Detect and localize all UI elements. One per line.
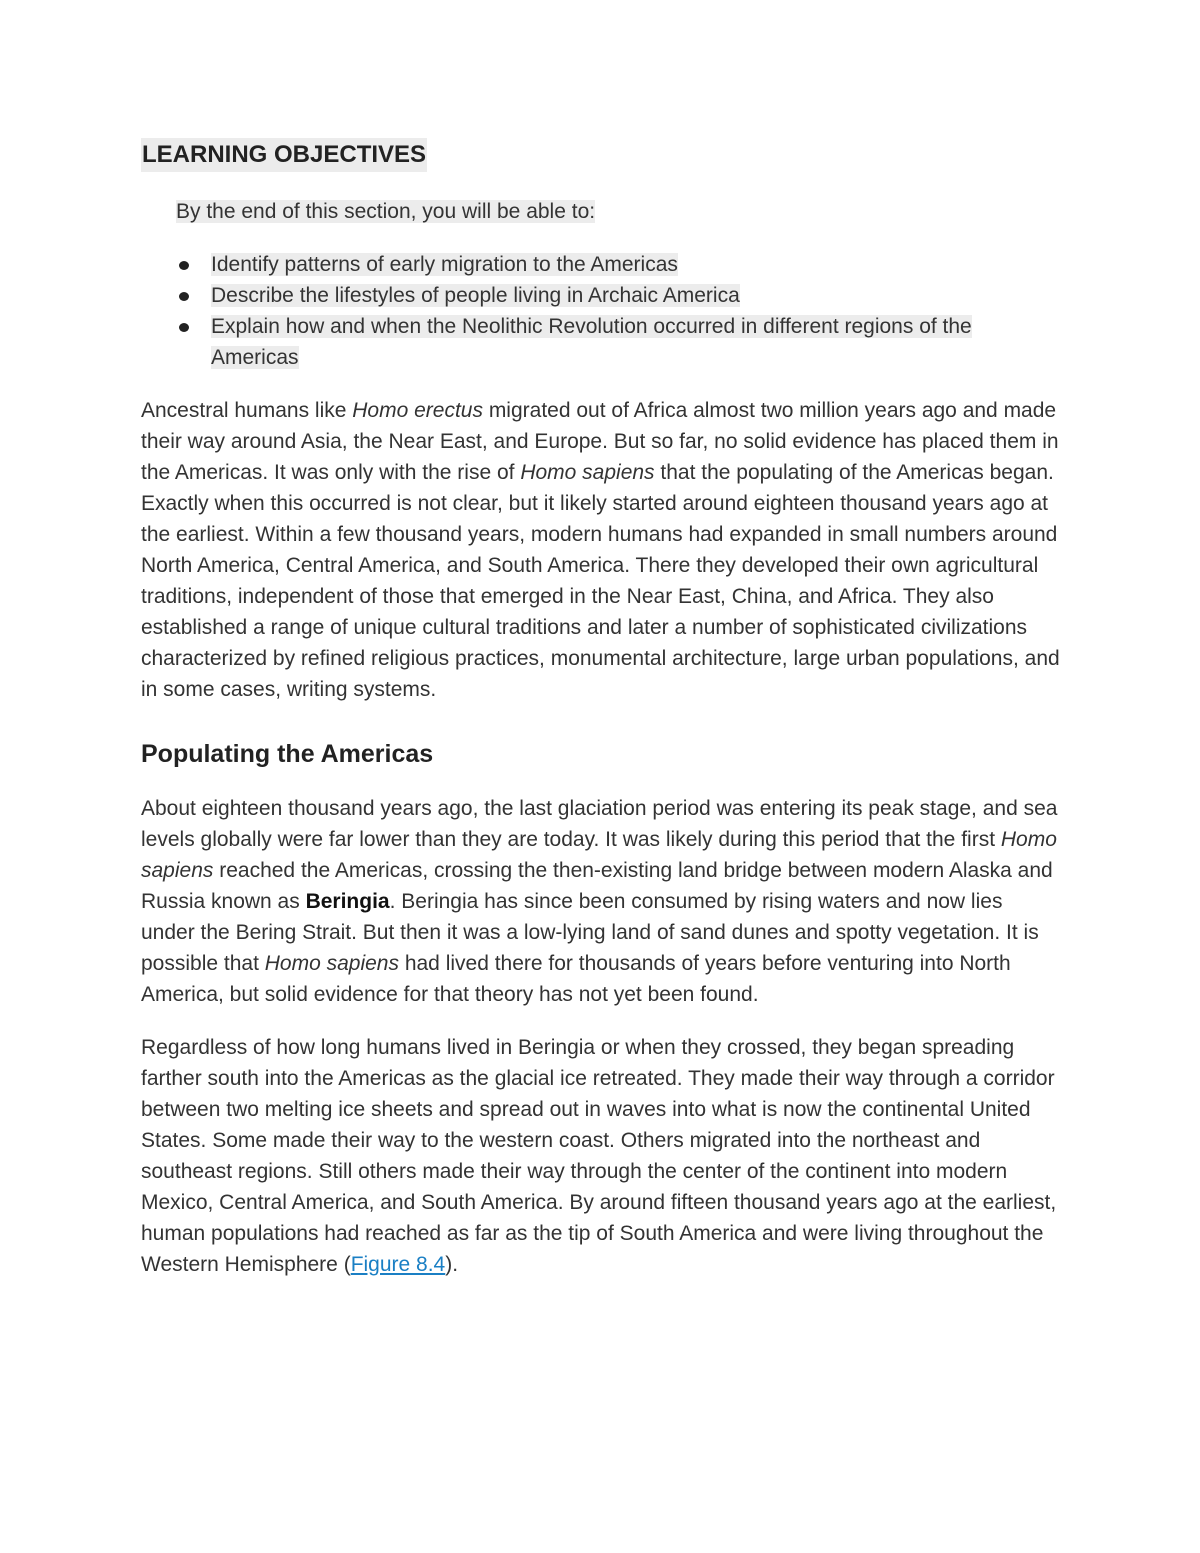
bullet-icon <box>179 261 189 270</box>
section-paragraph: About eighteen thousand years ago, the last glaciation period was entering its peak stage, and sea levels globally were far lower than they are today. It was likely during this period that the first Homo sapiens reached the Americas, crossing the then-existing land bridge between modern Alaska and Russia known as Beringia. Beringia has since been consumed by rising waters and now lies under the Bering Strait. But then it was a low-lying land of sand dunes and spotty vegetation. It is possible that Homo sapiens had lived there for thousands of years before venturing into North America, but solid evidence for that theory has not yet been found. <box>141 797 1058 1006</box>
figure-link[interactable]: Figure 8.4 <box>350 1253 446 1276</box>
species-name: Homo sapiens <box>264 952 399 975</box>
bullet-icon <box>179 292 189 301</box>
bullet-icon <box>179 323 189 332</box>
document-page <box>141 138 1061 1280</box>
learning-objectives-intro: By the end of this section, you will be able to: <box>176 200 596 223</box>
list-item-text: Identify patterns of early migration to the Americas <box>211 253 678 276</box>
species-name: Homo erectus <box>352 399 483 422</box>
list-item <box>141 249 1061 280</box>
learning-objectives-list <box>141 249 1061 373</box>
list-item-text: Explain how and when the Neolithic Revolution occurred in different regions of the Americas <box>211 315 972 369</box>
list-item <box>141 280 1061 311</box>
species-name: Homo sapiens <box>520 461 655 484</box>
species-name: Homo sapiens <box>141 828 1057 882</box>
intro-paragraph: Ancestral humans like Homo erectus migrated out of Africa almost two million years ago and made their way around Asia, the Near East, and Europe. But so far, no solid evidence has placed them in the Americas. It was only with the rise of Homo sapiens that the populating of the Americas began. Exactly when this occurred is not clear, but it likely started around eighteen thousand years ago at the earliest. Within a few thousand years, modern humans had expanded in small numbers around North America, Central America, and South America. There they developed their own agricultural traditions, independent of those that emerged in the Near East, China, and Africa. They also established a range of unique cultural traditions and later a number of sophisticated civilizations characterized by refined religious practices, monumental architecture, large urban populations, and in some cases, writing systems. <box>141 399 1060 701</box>
key-term: Beringia <box>305 890 390 913</box>
list-item <box>141 311 1061 373</box>
list-item-text: Describe the lifestyles of people living in Archaic America <box>211 284 740 307</box>
learning-objectives-intro-block <box>141 196 1061 227</box>
learning-objectives-heading: LEARNING OBJECTIVES <box>141 138 427 172</box>
section-paragraph: Regardless of how long humans lived in Beringia or when they crossed, they began spreading farther south into the Americas as the glacial ice retreated. They made their way through a corridor between two melting ice sheets and spread out in waves into what is now the continental United States. Some made their way to the western coast. Others migrated into the northeast and southeast regions. Still others made their way through the center of the continent into modern Mexico, Central America, and South America. By around fifteen thousand years ago at the earliest, human populations had reached as far as the tip of South America and were living throughout the Western Hemisphere (Figure 8.4). <box>141 1036 1057 1276</box>
section-title: Populating the Americas <box>141 740 434 768</box>
